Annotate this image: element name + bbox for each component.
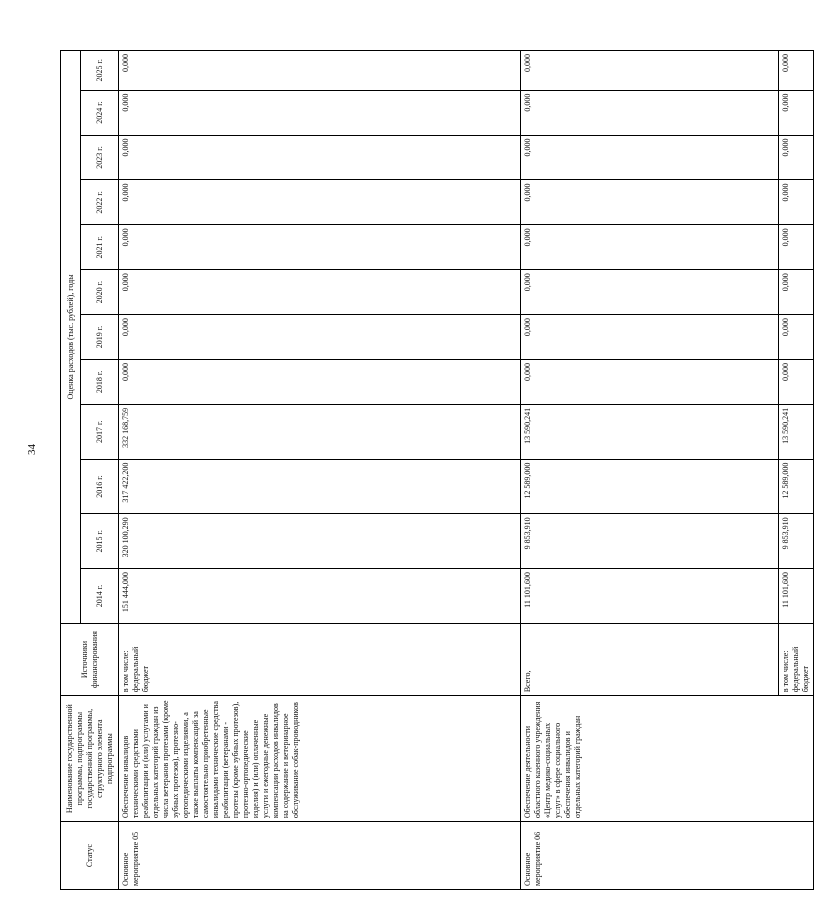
value-cell: 0,000 xyxy=(119,180,521,225)
value-cell: 332 168,759 xyxy=(119,404,521,459)
value-cell: 9 853,910 xyxy=(779,514,814,569)
year-header: 2023 г. xyxy=(81,135,119,180)
value-cell: 0,000 xyxy=(521,180,779,225)
year-header: 2024 г. xyxy=(81,90,119,135)
year-header: 2014 г. xyxy=(81,569,119,624)
value-cell: 0,000 xyxy=(521,315,779,360)
value-cell: 9 853,910 xyxy=(521,514,779,569)
value-cell: 0,000 xyxy=(779,51,814,91)
rotated-table-container xyxy=(60,50,810,890)
value-cell: 0,000 xyxy=(119,90,521,135)
table-body xyxy=(119,51,814,890)
year-header: 2017 г. xyxy=(81,404,119,459)
row-source: в том числе: федеральный бюджет xyxy=(119,623,521,695)
value-cell: 11 101,600 xyxy=(521,569,779,624)
value-cell: 0,000 xyxy=(119,135,521,180)
year-header: 2018 г. xyxy=(81,360,119,405)
value-cell: 0,000 xyxy=(521,270,779,315)
row-status: Основное мероприятие 05 xyxy=(119,822,521,890)
table-row xyxy=(119,51,521,890)
value-cell: 0,000 xyxy=(521,90,779,135)
value-cell: 0,000 xyxy=(779,90,814,135)
value-cell: 0,000 xyxy=(779,135,814,180)
row-source: Всего, xyxy=(521,623,779,695)
year-header: 2022 г. xyxy=(81,180,119,225)
value-cell: 151 444,000 xyxy=(119,569,521,624)
table-row xyxy=(521,51,779,890)
header-status: Статус xyxy=(61,822,119,890)
value-cell: 317 422,200 xyxy=(119,459,521,514)
year-header: 2015 г. xyxy=(81,514,119,569)
value-cell: 13 590,241 xyxy=(521,404,779,459)
value-cell: 0,000 xyxy=(119,315,521,360)
value-cell: 0,000 xyxy=(779,270,814,315)
year-header: 2016 г. xyxy=(81,459,119,514)
value-cell: 12 589,000 xyxy=(779,459,814,514)
value-cell: 0,000 xyxy=(521,135,779,180)
page-number: 34 xyxy=(26,444,38,455)
value-cell: 320 100,290 xyxy=(119,514,521,569)
value-cell: 0,000 xyxy=(119,225,521,270)
header-source: Источники финансирования xyxy=(61,623,119,695)
value-cell: 0,000 xyxy=(119,270,521,315)
financing-table xyxy=(60,50,814,890)
value-cell: 0,000 xyxy=(779,315,814,360)
value-cell: 0,000 xyxy=(779,180,814,225)
year-header: 2021 г. xyxy=(81,225,119,270)
row-source: в том числе: федеральный бюджет xyxy=(779,623,814,695)
header-estimate: Оценка расходов (тыс. рублей), годы xyxy=(61,51,81,624)
row-status: Основное мероприятие 06 xyxy=(521,822,814,890)
value-cell: 0,000 xyxy=(521,360,779,405)
year-header: 2020 г. xyxy=(81,270,119,315)
value-cell: 0,000 xyxy=(119,360,521,405)
value-cell: 12 589,000 xyxy=(521,459,779,514)
value-cell: 11 101,600 xyxy=(779,569,814,624)
row-name: Обеспечение инвалидов техническими средствами реабилитации и (или) услугами и отдельных категорий граждан из числа ветеранов протезами (кроме зубных протезов), протезно-ортопедическими изделиями, а также выплаты компенсаций за самостоятельно приобретенные инвалидами технические средства реабилитации (ветеранами - протезы (кроме зубных протезов), протезно-ортопедические изделия) и (или) оплаченные услуги и ежегодные денежные компенсации расходов инвалидов на содержание и ветеринарное обслуживание собак-проводников xyxy=(119,696,521,822)
row-name: Обеспечение деятельности областного казенного учреждения «Центр медико-социальных услуг» в сфере социального обеспечения инвалидов и отдельных категорий граждан xyxy=(521,696,814,822)
value-cell: 0,000 xyxy=(779,360,814,405)
value-cell: 0,000 xyxy=(521,51,779,91)
value-cell: 13 590,241 xyxy=(779,404,814,459)
year-header: 2019 г. xyxy=(81,315,119,360)
value-cell: 0,000 xyxy=(779,225,814,270)
value-cell: 0,000 xyxy=(521,225,779,270)
header-name: Наименование государственной программы, подпрограммы государственной программы, структурного элемента подпрограммы xyxy=(61,696,119,822)
value-cell: 0,000 xyxy=(119,51,521,91)
year-header: 2025 г. xyxy=(81,51,119,91)
